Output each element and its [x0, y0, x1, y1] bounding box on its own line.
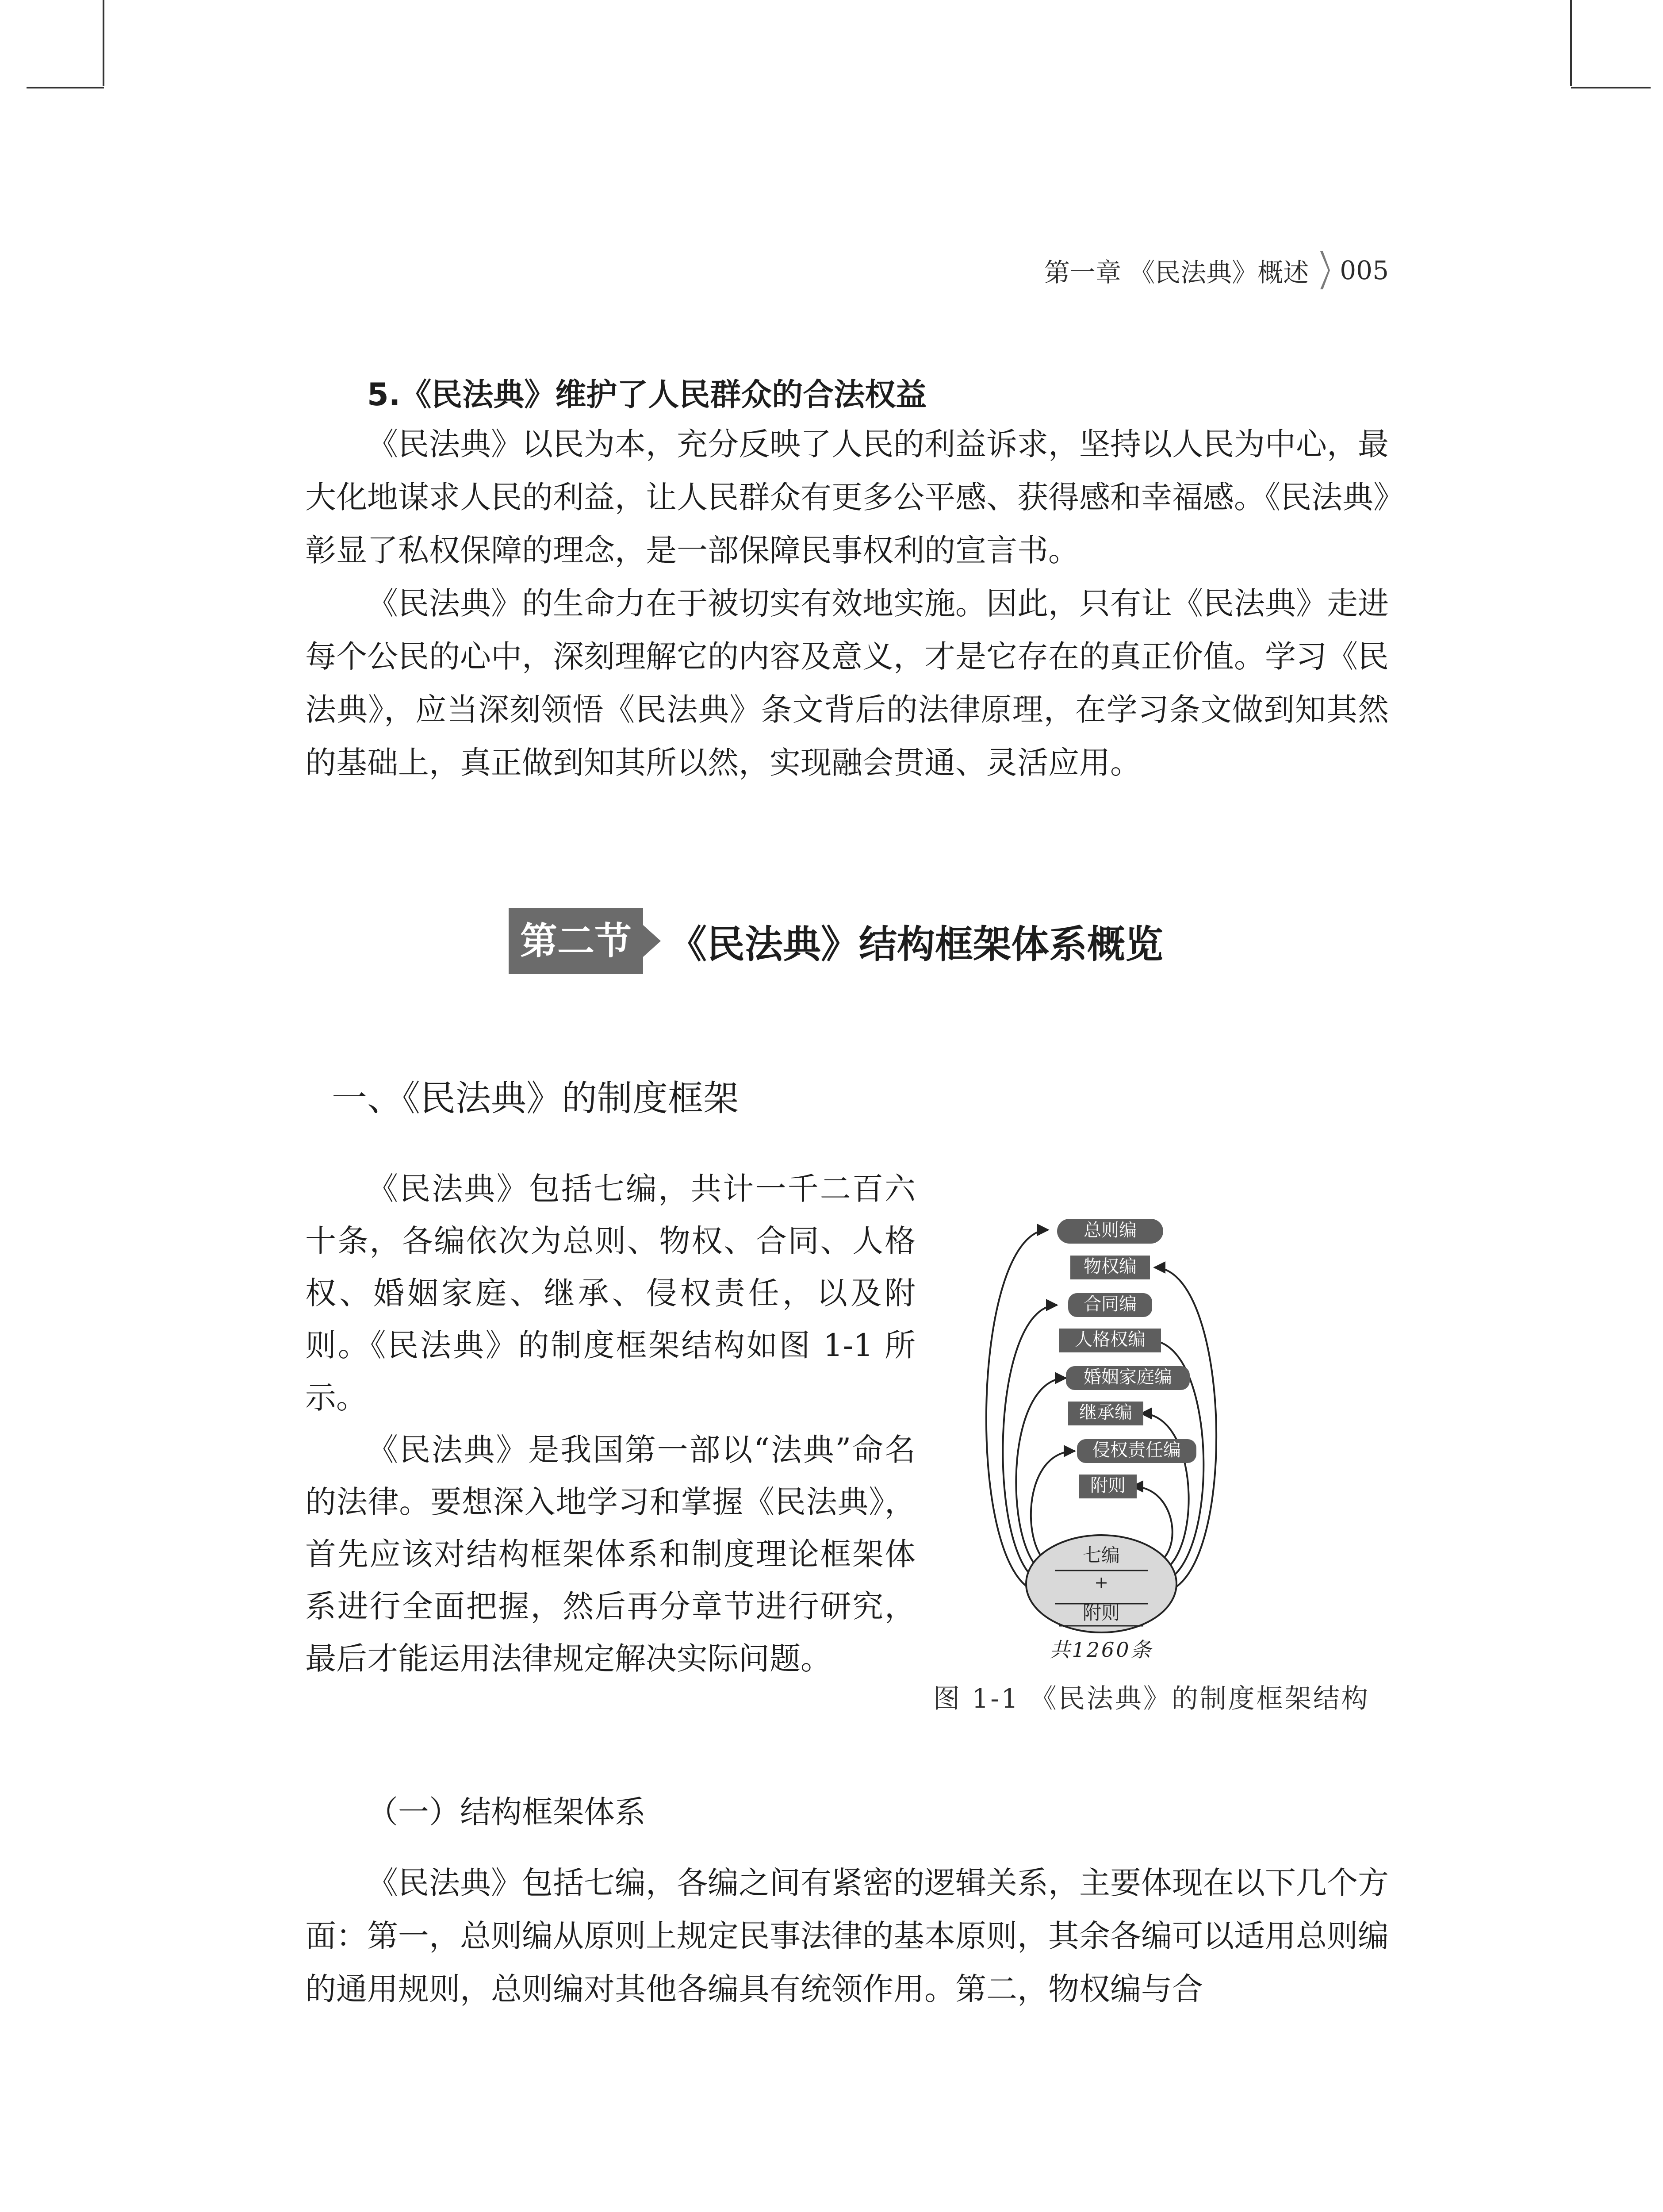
crop-mark [103, 0, 104, 86]
label-box [1077, 1439, 1196, 1463]
paragraph: 《民法典》以民为本，充分反映了人民的利益诉求，坚持以人民为中心，最大化地谋求人民的利益，让人民群众有更多公平感、获得感和幸福感。《民法典》彰显了私权保障的理念，是一部保障民事权利的宣言书。 [305, 426, 1389, 568]
paragraph: 《民法典》包括七编，共计一千二百六十条，各编依次为总则、物权、合同、人格权、婚姻家庭、继承、侵权责任，以及附则。《民法典》的制度框架结构如图 1-1 所示。 [305, 1171, 916, 1416]
center-plus: + [1094, 1573, 1108, 1592]
subsub-body [305, 1856, 1389, 2016]
total-articles: 共1260条 [1050, 1638, 1153, 1662]
subsection-body [305, 1163, 916, 1685]
connector-line [1003, 1305, 1057, 1584]
crop-mark [1571, 87, 1651, 88]
paragraph: 《民法典》是我国第一部以“法典”命名的法律。要想深入地学习和掌握《民法典》，首先应该对结构框架体系和制度理论框架体系进行全面把握，然后再分章节进行研究，最后才能运用法律规定解决实际问题。 [305, 1432, 916, 1677]
label-box [1066, 1366, 1190, 1390]
subsection-heading: 一、《民法典》的制度框架 [332, 1078, 739, 1119]
framework-diagram [960, 1203, 1243, 1677]
running-head-chapter: 第一章 《民法典》概述 [1044, 257, 1309, 288]
label-contract: 合同编 [1084, 1294, 1137, 1314]
center-bottom: 附则 [1082, 1602, 1120, 1624]
section5-heading: 5.《民法典》维护了人民群众的合法权益 [367, 376, 927, 413]
figure-caption: 图 1-1 《民法典》的制度框架结构 [933, 1683, 1370, 1714]
label-personality: 人格权编 [1075, 1329, 1146, 1350]
label-marriage: 婚姻家庭编 [1084, 1367, 1172, 1387]
section-badge: 第二节 [509, 908, 643, 974]
center-top: 七编 [1082, 1544, 1120, 1566]
label-box [1070, 1256, 1150, 1279]
page-tab-icon [1318, 251, 1330, 289]
label-box [1057, 1219, 1163, 1244]
paragraph: 《民法典》的生命力在于被切实有效地实施。因此，只有让《民法典》走进每个公民的心中，深刻理解它的内容及意义，才是它存在的真正价值。学习《民法典》，应当深刻领悟《民法典》条文背后的法律原理，在学习条文做到知其然的基础上，真正做到知其所以然，实现融会贯通、灵活应用。 [305, 585, 1389, 781]
label-tort: 侵权责任编 [1092, 1440, 1181, 1460]
label-box [1079, 1475, 1137, 1498]
crop-mark [27, 87, 104, 88]
section5-body [305, 418, 1389, 789]
section-title-text: 《民法典》结构框架体系概览 [669, 922, 1164, 967]
crop-mark [1570, 0, 1572, 86]
connector-line [986, 1230, 1048, 1593]
label-box [1068, 1293, 1152, 1317]
connector-line [1154, 1267, 1216, 1593]
running-head [1044, 251, 1389, 289]
label-supplementary: 附则 [1090, 1475, 1126, 1496]
paragraph: 《民法典》包括七编，各编之间有紧密的逻辑关系，主要体现在以下几个方面：第一，总则编从原则上规定民事法律的基本原则，其余各编可以适用总则编的通用规则，总则编对其他各编具有统领作用。第二，物权编与合 [305, 1865, 1389, 2007]
subsub-heading: （一）结构框架体系 [367, 1794, 646, 1830]
section-title [509, 908, 1163, 974]
page-number: 005 [1340, 255, 1389, 285]
label-box [1068, 1402, 1143, 1425]
label-boxes [1057, 1219, 1196, 1498]
label-succession: 继承编 [1079, 1402, 1132, 1423]
label-property: 物权编 [1084, 1256, 1137, 1277]
label-general: 总则编 [1084, 1220, 1137, 1240]
label-box [1059, 1329, 1161, 1352]
